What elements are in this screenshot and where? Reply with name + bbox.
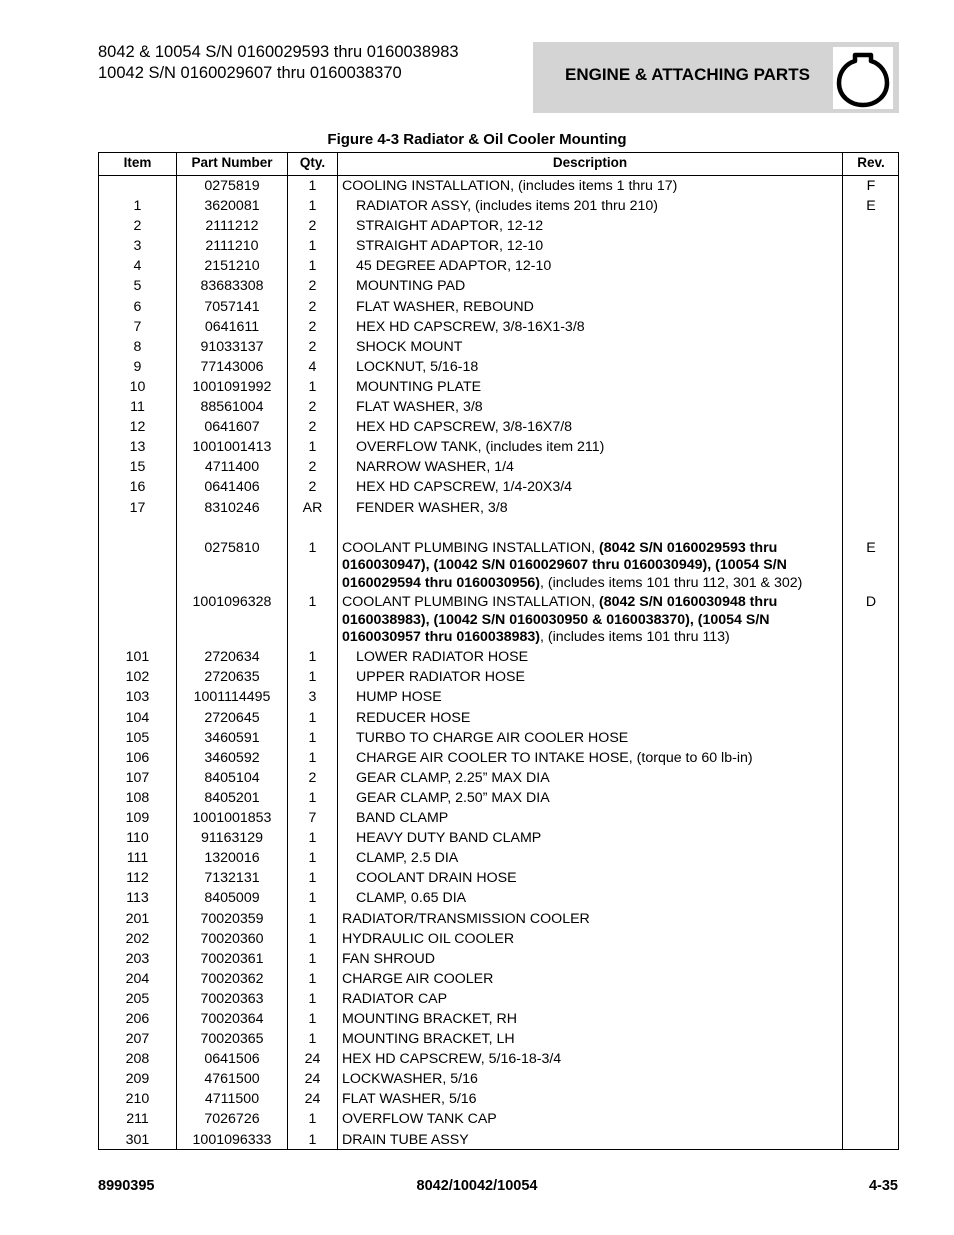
table-row <box>99 951 898 971</box>
description-text: COOLING INSTALLATION, (includes items 1 thru 17) <box>342 178 678 194</box>
description-text: TURBO TO CHARGE AIR COOLER HOSE <box>356 729 629 746</box>
description-text: FLAT WASHER, 5/16 <box>342 1091 477 1108</box>
description-text: STRAIGHT ADAPTOR, 12-10 <box>356 238 544 255</box>
description-cell <box>342 379 837 396</box>
table-row <box>99 1132 898 1152</box>
part-number-cell: 3460592 <box>204 749 260 766</box>
description-text: OVERFLOW TANK CAP <box>342 1111 497 1128</box>
description-cell <box>342 419 837 436</box>
description-text: , (includes items 101 thru 113) <box>540 629 730 646</box>
qty-cell: 3 <box>308 689 317 706</box>
qty-cell: 1 <box>308 789 317 806</box>
description-cell <box>342 319 837 336</box>
description-text: HEAVY DUTY BAND CLAMP <box>356 830 542 847</box>
header-part-number: Part Number <box>191 155 273 170</box>
description-cell <box>342 1031 837 1048</box>
description-cell <box>342 218 837 235</box>
table-row <box>99 750 898 770</box>
item-cell: 210 <box>125 1091 150 1108</box>
serial-range-text: (8042 S/N 0160030948 thru 0160038983), (10042 S/N 0160030950 & 0160038370), (10054 S/N 0160030957 thru 0160038983) <box>342 594 778 646</box>
part-number-cell: 77143006 <box>200 358 264 375</box>
qty-cell: 1 <box>308 990 317 1007</box>
qty-cell: 1 <box>308 950 317 967</box>
part-number-cell: 1001096333 <box>192 1131 272 1148</box>
item-cell: 201 <box>125 910 150 927</box>
footer-model: 8042/10042/10054 <box>416 1178 538 1194</box>
description-cell <box>342 439 837 456</box>
description-cell <box>342 459 837 476</box>
item-cell: 12 <box>129 419 146 436</box>
description-text: BAND CLAMP <box>356 810 449 827</box>
qty-cell: 1 <box>308 930 317 947</box>
header-serial-info <box>98 42 459 84</box>
qty-cell: 1 <box>308 910 317 927</box>
item-cell: 211 <box>126 1111 149 1128</box>
part-number-cell: 2111210 <box>205 238 259 255</box>
spacer-row <box>99 520 898 540</box>
table-row <box>99 278 898 298</box>
description-cell <box>342 594 837 646</box>
description-text: STRAIGHT ADAPTOR, 12-12 <box>356 218 544 235</box>
description-text: MOUNTING BRACKET, LH <box>342 1031 515 1048</box>
description-text: HEX HD CAPSCREW, 1/4-20X3/4 <box>356 479 573 496</box>
description-text: MOUNTING PAD <box>356 278 466 295</box>
table-row <box>99 439 898 459</box>
qty-cell: 1 <box>308 709 317 726</box>
part-number-cell: 1001114495 <box>193 689 271 706</box>
table-row <box>99 669 898 689</box>
part-number-cell: 0641611 <box>204 318 260 335</box>
part-number-cell: 2720635 <box>204 669 260 686</box>
table-row <box>99 1111 898 1131</box>
part-number-cell: 3460591 <box>204 729 260 746</box>
table-row <box>99 1011 898 1031</box>
table-row <box>99 379 898 399</box>
qty-cell: 2 <box>308 338 317 355</box>
item-cell: 111 <box>126 850 149 867</box>
part-number-cell: 8405201 <box>204 789 260 806</box>
item-cell: 10 <box>129 378 146 395</box>
item-cell: 108 <box>125 789 150 806</box>
description-cell <box>342 399 837 416</box>
item-cell: 113 <box>126 890 149 907</box>
table-row <box>99 790 898 810</box>
part-number-cell: 4761500 <box>204 1071 260 1088</box>
table-row <box>99 830 898 850</box>
part-number-cell: 0275810 <box>204 539 260 556</box>
item-cell: 206 <box>125 1010 150 1027</box>
qty-cell: 2 <box>308 278 317 295</box>
footer-doc-number: 8990395 <box>98 1178 155 1194</box>
qty-cell: AR <box>302 499 323 516</box>
item-cell: 110 <box>126 830 149 847</box>
description-cell <box>342 479 837 496</box>
description-text: HEX HD CAPSCREW, 3/8-16X7/8 <box>356 419 573 436</box>
description-cell <box>342 278 837 295</box>
item-cell: 15 <box>129 459 146 476</box>
part-number-cell: 1320016 <box>204 850 260 867</box>
rev-cell: E <box>866 198 876 215</box>
part-number-cell: 70020360 <box>200 930 264 947</box>
part-number-cell: 0641506 <box>204 1051 260 1068</box>
footer-page-number: 4-35 <box>868 1178 898 1194</box>
part-number-cell: 91033137 <box>200 338 264 355</box>
table-row <box>99 540 898 595</box>
engine-icon <box>833 47 893 109</box>
table-row <box>99 594 898 649</box>
item-cell: 106 <box>125 749 150 766</box>
qty-cell: 1 <box>308 1010 317 1027</box>
table-row <box>99 299 898 319</box>
description-cell <box>342 710 837 727</box>
table-row <box>99 238 898 258</box>
table-row <box>99 850 898 870</box>
qty-cell: 1 <box>308 850 317 867</box>
description-text: LOCKWASHER, 5/16 <box>342 1071 478 1088</box>
part-number-cell: 70020361 <box>200 950 264 967</box>
description-text: GEAR CLAMP, 2.50” MAX DIA <box>356 789 550 806</box>
item-cell: 101 <box>125 649 150 666</box>
part-number-cell: 8405009 <box>204 890 260 907</box>
description-cell <box>342 1071 837 1088</box>
table-row <box>99 730 898 750</box>
item-cell: 112 <box>126 870 149 887</box>
item-cell: 2 <box>133 218 142 235</box>
qty-cell: 1 <box>308 890 317 907</box>
part-number-cell: 7026726 <box>204 1111 260 1128</box>
qty-cell: 4 <box>308 358 317 375</box>
description-text: FENDER WASHER, 3/8 <box>356 499 508 516</box>
description-cell <box>342 1011 837 1028</box>
description-cell <box>342 790 837 807</box>
description-cell <box>342 830 837 847</box>
item-cell: 7 <box>133 318 142 335</box>
part-number-cell: 0641607 <box>204 419 260 436</box>
part-number-cell: 0641406 <box>204 479 260 496</box>
description-cell <box>342 870 837 887</box>
rev-cell: E <box>866 539 876 556</box>
part-number-cell: 1001096328 <box>192 594 272 611</box>
figure-title: Figure 4-3 Radiator & Oil Cooler Mounting <box>327 131 627 148</box>
description-cell <box>342 258 837 275</box>
description-text: NARROW WASHER, 1/4 <box>356 459 514 476</box>
description-text: MOUNTING BRACKET, RH <box>342 1010 517 1027</box>
section-header-box <box>533 42 899 113</box>
item-cell: 301 <box>125 1131 150 1148</box>
qty-cell: 1 <box>308 178 317 194</box>
description-text: MOUNTING PLATE <box>356 378 482 395</box>
table-row <box>99 931 898 951</box>
description-cell <box>342 1111 837 1128</box>
description-text: SHOCK MOUNT <box>356 338 463 355</box>
qty-cell: 2 <box>308 419 317 436</box>
part-number-cell: 4711500 <box>204 1091 260 1108</box>
item-cell: 11 <box>130 399 145 416</box>
item-cell: 204 <box>125 970 150 987</box>
table-row <box>99 710 898 730</box>
description-text: LOWER RADIATOR HOSE <box>356 649 529 666</box>
description-text: CLAMP, 0.65 DIA <box>356 890 467 907</box>
description-cell <box>342 669 837 686</box>
item-cell: 203 <box>125 950 150 967</box>
description-cell <box>342 991 837 1008</box>
item-cell: 4 <box>133 258 142 275</box>
item-cell: 202 <box>125 930 150 947</box>
header-description: Description <box>552 155 628 170</box>
qty-cell: 1 <box>308 378 317 395</box>
description-text: REDUCER HOSE <box>356 709 471 726</box>
description-text: HUMP HOSE <box>356 689 442 706</box>
header-line-2: 10042 S/N 0160029607 thru 0160038370 <box>98 64 402 82</box>
part-number-cell: 70020363 <box>200 990 264 1007</box>
part-number-cell: 4711400 <box>204 459 260 476</box>
table-body <box>99 178 898 1152</box>
description-cell <box>342 299 837 316</box>
description-text: FLAT WASHER, REBOUND <box>356 298 534 315</box>
part-number-cell: 0275819 <box>204 178 260 194</box>
table-row <box>99 258 898 278</box>
description-cell <box>342 238 837 255</box>
table-row <box>99 359 898 379</box>
qty-cell: 1 <box>308 198 317 215</box>
part-number-cell: 83683308 <box>200 278 264 295</box>
table-row <box>99 459 898 479</box>
description-text: FLAT WASHER, 3/8 <box>356 399 483 416</box>
part-number-cell: 2720634 <box>204 649 260 666</box>
table-row <box>99 419 898 439</box>
part-number-cell: 2111212 <box>205 218 259 235</box>
description-text: FAN SHROUD <box>342 950 436 967</box>
description-cell <box>342 951 837 968</box>
part-number-cell: 7057141 <box>204 298 260 315</box>
item-cell: 207 <box>125 1031 150 1048</box>
item-cell: 105 <box>125 729 150 746</box>
description-cell <box>342 649 837 666</box>
part-number-cell: 88561004 <box>200 399 264 416</box>
description-text: , (includes items 101 thru 112, 301 & 302) <box>540 574 803 591</box>
table-row <box>99 198 898 218</box>
item-cell: 3 <box>133 238 142 255</box>
table-row <box>99 1091 898 1111</box>
description-cell <box>342 770 837 787</box>
description-cell <box>342 750 837 767</box>
table-row <box>99 890 898 910</box>
description-text: GEAR CLAMP, 2.25” MAX DIA <box>356 769 550 786</box>
rev-cell: D <box>865 594 877 611</box>
table-row <box>99 399 898 419</box>
table-row <box>99 339 898 359</box>
description-text: RADIATOR ASSY, (includes items 201 thru 210) <box>356 198 659 215</box>
part-number-cell: 91163129 <box>200 830 264 847</box>
item-cell: 8 <box>133 338 142 355</box>
table-row <box>99 770 898 790</box>
description-text: LOCKNUT, 5/16-18 <box>356 358 479 375</box>
part-number-cell: 70020359 <box>200 910 264 927</box>
qty-cell: 1 <box>308 729 317 746</box>
part-number-cell: 70020364 <box>200 1010 264 1027</box>
section-title: ENGINE & ATTACHING PARTS <box>565 65 810 84</box>
description-text: COOLANT PLUMBING INSTALLATION, <box>342 594 600 611</box>
qty-cell: 1 <box>308 870 317 887</box>
table-row <box>99 178 898 198</box>
description-text: 45 DEGREE ADAPTOR, 12-10 <box>356 258 552 275</box>
qty-cell: 2 <box>308 298 317 315</box>
description-cell <box>342 339 837 356</box>
item-cell: 17 <box>129 499 146 516</box>
table-row <box>99 500 898 520</box>
part-number-cell: 2151210 <box>204 258 260 275</box>
description-cell <box>342 911 837 928</box>
table-row <box>99 479 898 499</box>
table-row <box>99 1031 898 1051</box>
qty-cell: 2 <box>308 218 317 235</box>
description-text: HYDRAULIC OIL COOLER <box>342 930 515 947</box>
item-cell: 16 <box>129 479 146 496</box>
qty-cell: 1 <box>308 594 317 611</box>
description-text: HEX HD CAPSCREW, 3/8-16X1-3/8 <box>356 318 585 335</box>
table-row <box>99 649 898 669</box>
description-cell <box>342 540 837 592</box>
header-qty: Qty. <box>299 155 326 170</box>
description-text: COOLANT DRAIN HOSE <box>356 870 517 887</box>
header-item: Item <box>123 155 152 170</box>
item-cell: 107 <box>125 769 150 786</box>
qty-cell: 2 <box>308 479 317 496</box>
qty-cell: 24 <box>304 1071 321 1088</box>
item-cell: 103 <box>125 689 150 706</box>
description-text: COOLANT PLUMBING INSTALLATION, <box>342 539 600 556</box>
item-cell: 104 <box>125 709 150 726</box>
description-text: OVERFLOW TANK, (includes item 211) <box>356 439 605 456</box>
part-number-cell: 1001001853 <box>192 810 272 827</box>
part-number-cell: 8310246 <box>204 499 260 516</box>
description-text: RADIATOR/TRANSMISSION COOLER <box>342 910 590 927</box>
description-cell <box>342 500 837 517</box>
description-cell <box>342 178 837 195</box>
qty-cell: 1 <box>308 238 317 255</box>
qty-cell: 1 <box>308 1111 317 1128</box>
table-row <box>99 689 898 709</box>
table-row <box>99 1051 898 1071</box>
description-cell <box>342 850 837 867</box>
qty-cell: 1 <box>308 749 317 766</box>
part-number-cell: 70020362 <box>200 970 264 987</box>
part-number-cell: 7132131 <box>204 870 260 887</box>
description-cell <box>342 359 837 376</box>
table-row <box>99 810 898 830</box>
description-cell <box>342 971 837 988</box>
qty-cell: 2 <box>308 769 317 786</box>
description-cell <box>342 890 837 907</box>
item-cell: 5 <box>133 278 142 295</box>
part-number-cell: 1001091992 <box>192 378 272 395</box>
description-cell <box>342 198 837 215</box>
item-cell: 9 <box>133 358 142 375</box>
qty-cell: 24 <box>304 1091 321 1108</box>
qty-cell: 1 <box>308 539 317 556</box>
serial-range-text: (8042 S/N 0160029593 thru 0160030947), (10042 S/N 0160029607 thru 0160030949), (10054 S/N 0160029594 thru 0160030956) <box>342 539 787 591</box>
description-text: CHARGE AIR COOLER <box>342 970 494 987</box>
description-text: UPPER RADIATOR HOSE <box>356 669 525 686</box>
item-cell: 205 <box>125 990 150 1007</box>
description-cell <box>342 810 837 827</box>
table-row <box>99 971 898 991</box>
part-number-cell: 8405104 <box>204 769 260 786</box>
item-cell: 109 <box>125 810 150 827</box>
description-cell <box>342 1091 837 1108</box>
table-row <box>99 218 898 238</box>
part-number-cell: 3620081 <box>204 198 260 215</box>
part-number-cell: 2720645 <box>204 709 260 726</box>
item-cell: 208 <box>125 1051 150 1068</box>
table-row <box>99 870 898 890</box>
item-cell: 209 <box>125 1071 150 1088</box>
item-cell: 1 <box>133 198 142 215</box>
description-text: CHARGE AIR COOLER TO INTAKE HOSE, (torque to 60 lb-in) <box>356 749 753 766</box>
table-header <box>99 153 898 176</box>
qty-cell: 1 <box>308 970 317 987</box>
qty-cell: 1 <box>308 830 317 847</box>
qty-cell: 1 <box>308 1131 317 1148</box>
table-row <box>99 991 898 1011</box>
description-cell <box>342 730 837 747</box>
part-number-cell: 70020365 <box>200 1031 264 1048</box>
qty-cell: 1 <box>308 649 317 666</box>
qty-cell: 24 <box>304 1051 321 1068</box>
qty-cell: 1 <box>308 258 317 275</box>
qty-cell: 2 <box>308 399 317 416</box>
qty-cell: 1 <box>308 669 317 686</box>
item-cell: 13 <box>129 439 146 456</box>
qty-cell: 2 <box>308 459 317 476</box>
qty-cell: 7 <box>308 810 317 827</box>
description-cell <box>342 1132 837 1149</box>
qty-cell: 1 <box>308 439 317 456</box>
item-cell: 102 <box>125 669 150 686</box>
parts-table <box>98 152 899 1150</box>
item-cell: 6 <box>133 298 142 315</box>
qty-cell: 1 <box>308 1031 317 1048</box>
description-text: DRAIN TUBE ASSY <box>342 1131 469 1148</box>
table-row <box>99 1071 898 1091</box>
description-cell <box>342 931 837 948</box>
description-cell <box>342 689 837 706</box>
table-row <box>99 911 898 931</box>
header-rev: Rev. <box>857 155 885 170</box>
description-text: RADIATOR CAP <box>342 990 448 1007</box>
description-text: CLAMP, 2.5 DIA <box>356 850 459 867</box>
header-line-1: 8042 & 10054 S/N 0160029593 thru 0160038983 <box>98 43 459 61</box>
table-row <box>99 319 898 339</box>
part-number-cell: 1001001413 <box>192 439 272 456</box>
description-cell <box>342 1051 837 1068</box>
rev-cell: F <box>866 178 876 194</box>
qty-cell: 2 <box>308 318 317 335</box>
description-text: HEX HD CAPSCREW, 5/16-18-3/4 <box>342 1051 562 1068</box>
